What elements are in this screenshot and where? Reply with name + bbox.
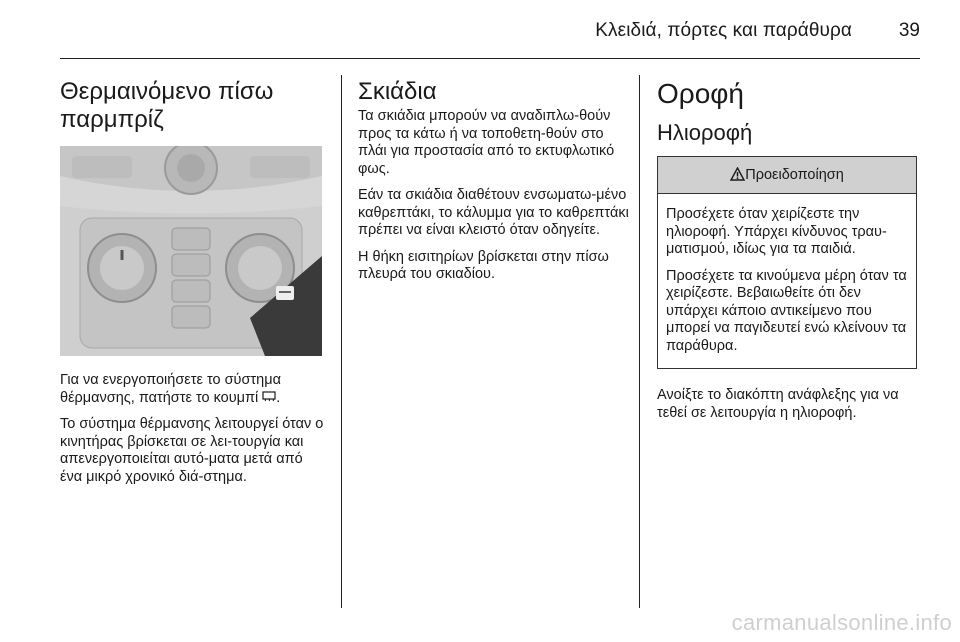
column-roof — [657, 78, 919, 431]
warning-title: Προειδοποίηση — [745, 167, 844, 183]
section-subheading-sunroof: Ηλιοροφή — [657, 120, 753, 145]
column-rear-window-heating — [60, 78, 328, 495]
header-rule — [60, 58, 920, 59]
section-heading-rear-heating: Θερμαινόμενο πίσω παρμπρίζ — [60, 78, 274, 133]
warning-body — [658, 194, 916, 368]
warning-header — [658, 157, 916, 194]
warning-paragraph-2: Προσέχετε τα κινούμενα μέρη όταν τα χειρίζεστε. Βεβαιωθείτε ότι δεν υπάρχει κάποιο αντικείμενο που μπορεί να παγιδευτεί ενώ κλείνουν τα παράθυρα. — [666, 267, 907, 354]
warning-box — [657, 156, 917, 369]
paragraph-activate — [60, 372, 328, 407]
warning-paragraph-1: Προσέχετε όταν χειρίζεστε την ηλιοροφή. Υπάρχει κίνδυνος τραυ-ματισμού, ιδίως για τα παιδιά. — [666, 206, 887, 257]
paragraph-sunroof: Ανοίξτε το διακόπτη ανάφλεξης για να τεθεί σε λειτουργία η ηλιοροφή. — [657, 387, 899, 421]
paragraph-operation: Το σύστημα θέρμανσης λειτουργεί όταν ο κινητήρας βρίσκεται σε λει-τουργία και απενεργοποιείται αυτό-ματα μετά από ένα μικρό χρονικό διά-στημα. — [60, 416, 324, 485]
column-sun-visors — [358, 78, 630, 293]
control-panel-illustration — [60, 146, 322, 356]
header-title: Κλειδιά, πόρτες και παράθυρα — [595, 20, 852, 41]
control-panel-photo — [60, 146, 322, 356]
page-number: 39 — [898, 20, 920, 41]
warning-triangle-icon — [730, 167, 745, 181]
paragraph-activate-end: . — [276, 389, 281, 406]
paragraph-visors-1: Τα σκιάδια μπορούν να αναδιπλω-θούν προς τα κάτω ή να τοποθετη-θούν στο πλάι για προστασία από το εκτυφλωτικό φως. — [358, 108, 615, 177]
section-heading-roof: Οροφή — [657, 78, 745, 109]
watermark: carmanualsonline.info — [731, 610, 952, 635]
column-divider-1 — [341, 75, 342, 608]
paragraph-activate-text: Για να ενεργοποιήσετε το σύστημα θέρμανσης, πατήστε το κουμπί — [60, 372, 281, 406]
paragraph-visors-3: Η θήκη εισιτηρίων βρίσκεται στην πίσω πλευρά του σκιαδίου. — [358, 248, 609, 282]
paragraph-visors-2: Εάν τα σκιάδια διαθέτουν ενσωματω-μένο καθρεπτάκι, το κάλυμμα για το καθρεπτάκι πρέπει να είναι κλειστό όταν οδηγείτε. — [358, 187, 629, 238]
section-heading-visors: Σκιάδια — [358, 78, 437, 105]
rear-defrost-icon — [262, 391, 276, 403]
column-divider-2 — [639, 75, 640, 608]
